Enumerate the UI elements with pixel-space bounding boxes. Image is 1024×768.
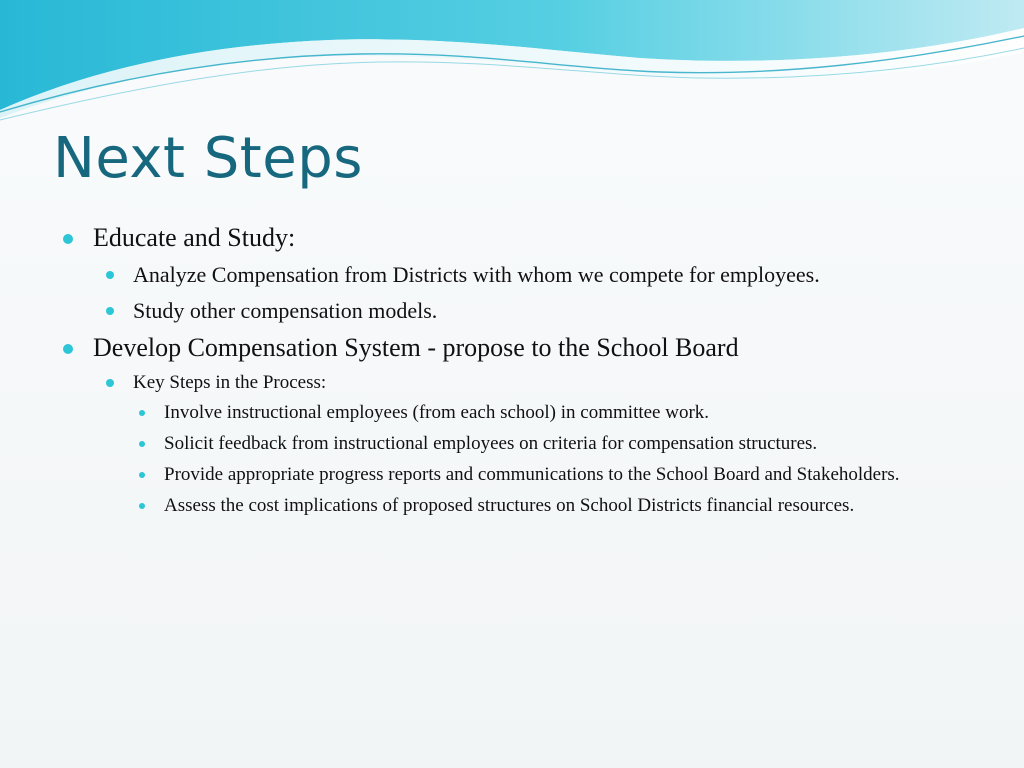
sub-bullet-text: Key Steps in the Process: [133, 372, 327, 393]
sub-sub-bullet-item [60, 493, 980, 518]
bullet-icon [106, 379, 114, 387]
bullet-icon [106, 307, 114, 315]
bullet-list [60, 222, 980, 524]
sub-sub-bullet-item [60, 400, 980, 425]
sub-sub-bullet-text: Solicit feedback from instructional employees on criteria for compensation structures. [164, 433, 818, 454]
bullet-icon [63, 234, 73, 244]
sub-sub-bullet-text: Involve instructional employees (from each school) in committee work. [164, 402, 710, 423]
sub-sub-bullet-item [60, 431, 980, 456]
sub-sub-bullet-item [60, 462, 980, 487]
sub-bullet-item [60, 296, 980, 326]
wave-decoration [0, 0, 1024, 130]
sub-bullet-item [60, 370, 980, 396]
sub-bullet-text: Analyze Compensation from Districts with whom we compete for employees. [133, 262, 820, 287]
bullet-icon [106, 271, 114, 279]
sub-sub-bullet-text: Assess the cost implications of proposed structures on School Districts financial resources. [164, 495, 855, 516]
bullet-icon [63, 344, 73, 354]
bullet-icon [139, 472, 145, 478]
bullet-icon [139, 410, 145, 416]
bullet-item [60, 332, 980, 364]
sub-sub-bullet-text: Provide appropriate progress reports and communications to the School Board and Stakeholders. [164, 464, 900, 485]
sub-bullet-text: Study other compensation models. [133, 298, 438, 323]
bullet-text: Develop Compensation System - propose to the School Board [93, 333, 739, 362]
bullet-icon [139, 441, 145, 447]
bullet-text: Educate and Study: [93, 223, 296, 252]
sub-bullet-item [60, 260, 980, 290]
slide-title: Next Steps [53, 126, 363, 191]
bullet-item [60, 222, 980, 254]
bullet-icon [139, 503, 145, 509]
